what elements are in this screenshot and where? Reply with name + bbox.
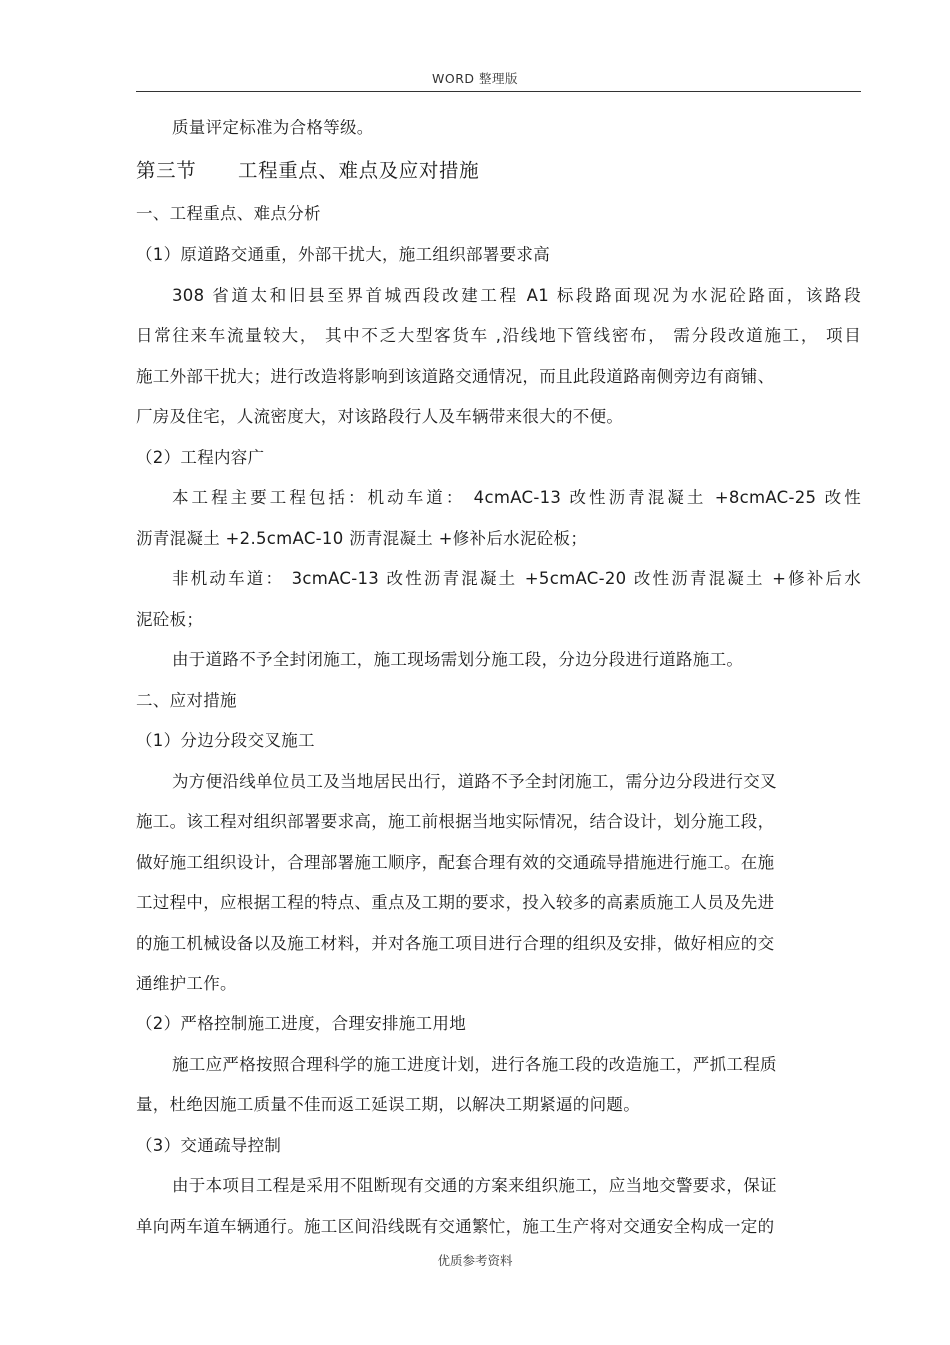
- paragraph-line: 质量评定标准为合格等级。: [172, 118, 374, 137]
- page-header: WORD 整理版: [432, 71, 518, 86]
- paragraph-line: 由于道路不予全封闭施工，施工现场需划分施工段，分边分段进行道路施工。: [172, 650, 744, 669]
- page-footer: 优质参考资料: [437, 1253, 513, 1268]
- subsection-heading: 一、工程重点、难点分析: [136, 204, 321, 223]
- paragraph-line: 由于本项目工程是采用不阻断现有交通的方案来组织施工，应当地交警要求，保证: [172, 1176, 777, 1195]
- paragraph-line: 厂房及住宅，人流密度大，对该路段行人及车辆带来很大的不便。: [136, 407, 624, 426]
- paragraph-line: 非机动车道： 3cmAC-13 改性沥青混凝土 +5cmAC-20 改性沥青混凝土 +修补后水: [172, 569, 861, 588]
- item-heading: （3）交通疏导控制: [136, 1136, 282, 1155]
- paragraph-line: 308 省道太和旧县至界首城西段改建工程 A1 标段路面现况为水泥砼路面，该路段: [172, 286, 861, 305]
- paragraph-line: 泥砼板；: [136, 610, 204, 629]
- paragraph-line: 日常往来车流量较大， 其中不乏大型客货车 ,沿线地下管线密布， 需分段改道施工， 项目: [136, 326, 861, 345]
- paragraph-line: 沥青混凝土 +2.5cmAC-10 沥青混凝土 +修补后水泥砼板；: [136, 529, 588, 548]
- section-heading: [136, 156, 861, 186]
- paragraph-line: 施工。该工程对组织部署要求高，施工前根据当地实际情况，结合设计，划分施工段，: [136, 812, 775, 831]
- paragraph-line: 通维护工作。: [136, 974, 237, 993]
- item-heading: （2）严格控制施工进度，合理安排施工用地: [136, 1014, 466, 1033]
- paragraph-line: 做好施工组织设计，合理部署施工顺序，配套合理有效的交通疏导措施进行施工。在施: [136, 853, 775, 872]
- section-title: 工程重点、难点及应对措施: [238, 159, 480, 182]
- paragraph-line: 工过程中，应根据工程的特点、重点及工期的要求，投入较多的高素质施工人员及先进: [136, 893, 775, 912]
- subsection-heading: 二、应对措施: [136, 691, 237, 710]
- paragraph-line: 施工外部干扰大；进行改造将影响到该道路交通情况，而且此段道路南侧旁边有商铺、: [136, 367, 775, 386]
- paragraph-line: 量，杜绝因施工质量不佳而返工延误工期，以解决工期紧逼的问题。: [136, 1095, 640, 1114]
- item-heading: （1）分边分段交叉施工: [136, 731, 315, 750]
- item-heading: （1）原道路交通重，外部干扰大，施工组织部署要求高: [136, 245, 550, 264]
- section-number: 第三节: [136, 159, 197, 182]
- item-heading: （2）工程内容广: [136, 448, 265, 467]
- paragraph-line: 单向两车道车辆通行。施工区间沿线既有交通繁忙，施工生产将对交通安全构成一定的: [136, 1217, 775, 1236]
- paragraph-line: 本工程主要工程包括：机动车道： 4cmAC-13 改性沥青混凝土 +8cmAC-25 改性: [172, 488, 861, 507]
- paragraph-line: 为方便沿线单位员工及当地居民出行，道路不予全封闭施工，需分边分段进行交叉: [172, 772, 777, 791]
- paragraph-line: 施工应严格按照合理科学的施工进度计划，进行各施工段的改造施工，严抓工程质: [172, 1055, 777, 1074]
- paragraph-line: 的施工机械设备以及施工材料，并对各施工项目进行合理的组织及安排，做好相应的交: [136, 934, 775, 953]
- header-rule: [136, 91, 861, 92]
